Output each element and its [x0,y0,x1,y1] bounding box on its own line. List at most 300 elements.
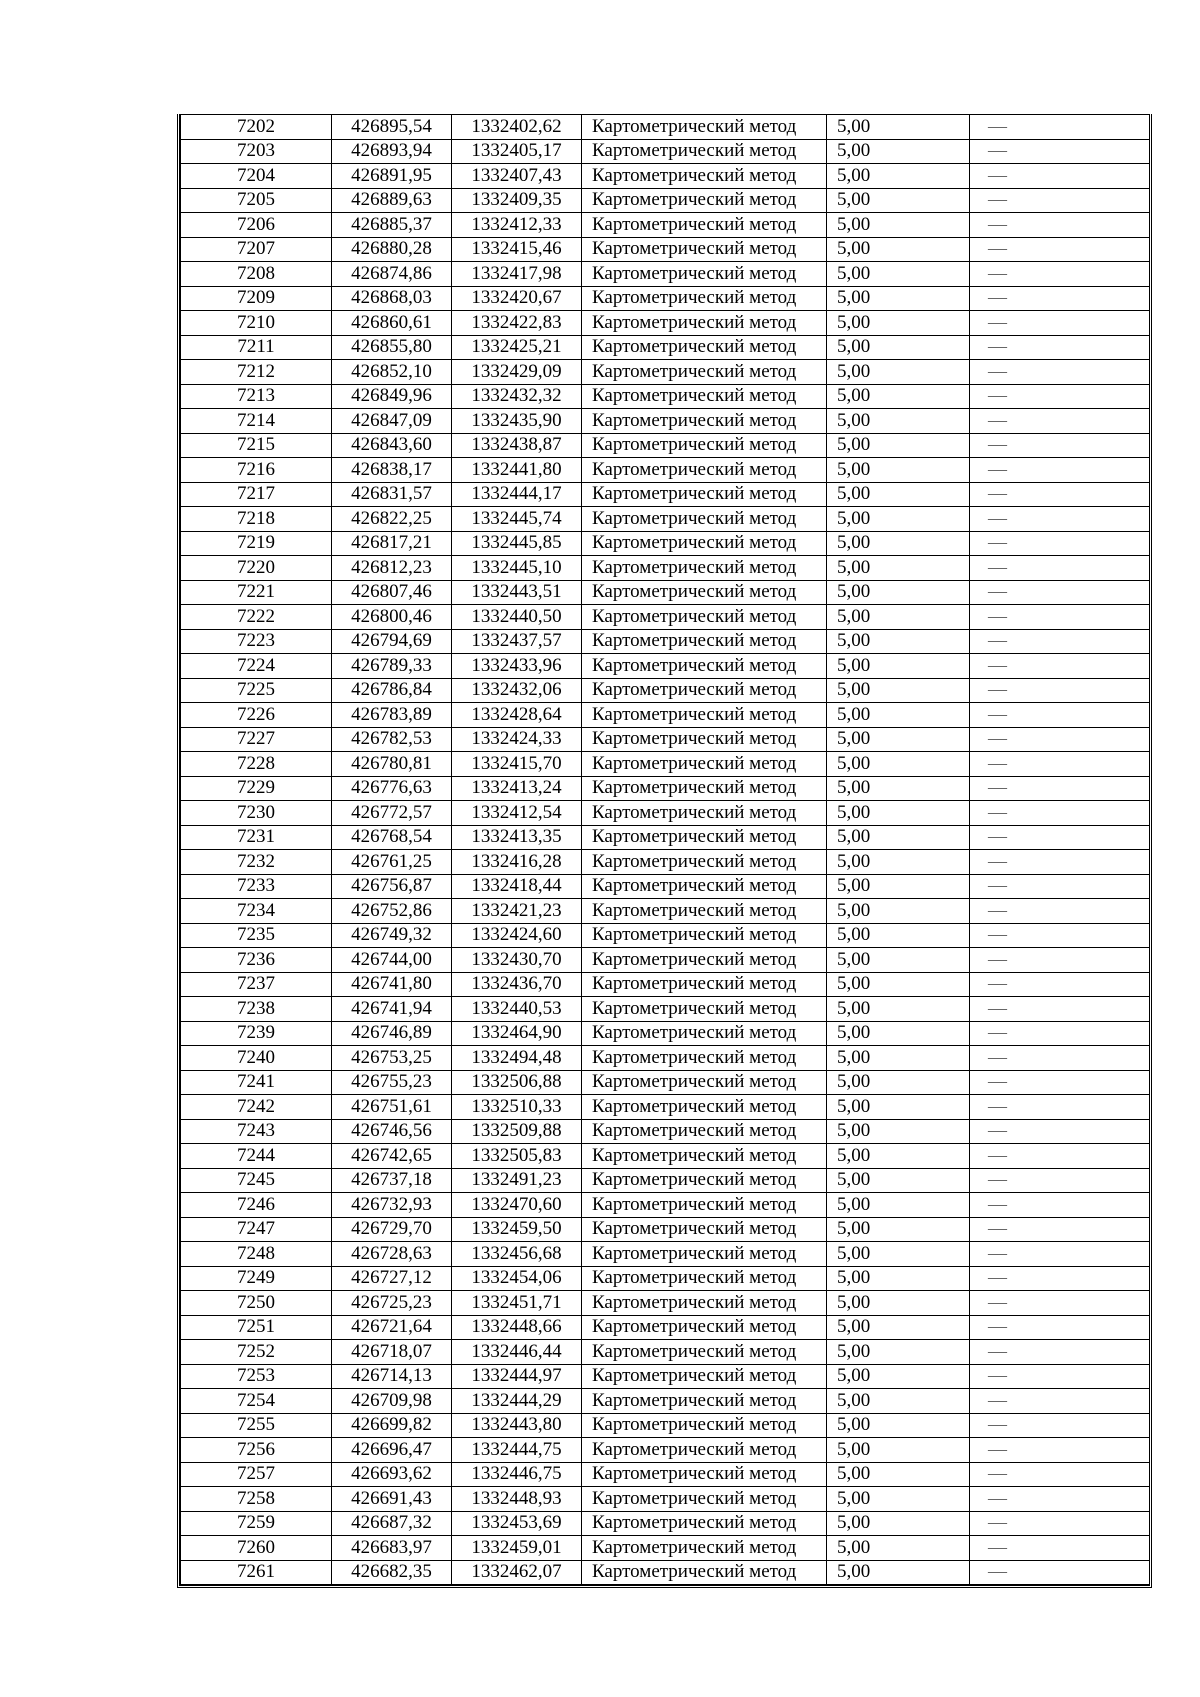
method-cell: Картометрический метод [582,1315,827,1340]
coordinates-table [180,114,1150,1585]
accuracy-cell: 5,00 [827,1119,970,1144]
y-coordinate-cell: 1332444,97 [452,1364,582,1389]
y-coordinate-cell: 1332424,60 [452,923,582,948]
method-cell: Картометрический метод [582,1168,827,1193]
x-coordinate-cell: 426772,57 [332,801,452,826]
accuracy-cell: 5,00 [827,237,970,262]
method-cell: Картометрический метод [582,384,827,409]
point-number-cell: 7223 [181,629,332,654]
note-cell: — [970,1144,1150,1169]
x-coordinate-cell: 426783,89 [332,703,452,728]
y-coordinate-cell: 1332422,83 [452,311,582,336]
method-cell: Картометрический метод [582,727,827,752]
note-cell: — [970,1119,1150,1144]
point-number-cell: 7259 [181,1511,332,1536]
x-coordinate-cell: 426794,69 [332,629,452,654]
y-coordinate-cell: 1332409,35 [452,188,582,213]
method-cell: Картометрический метод [582,850,827,875]
note-cell: — [970,850,1150,875]
method-cell: Картометрический метод [582,801,827,826]
point-number-cell: 7210 [181,311,332,336]
method-cell: Картометрический метод [582,1536,827,1561]
accuracy-cell: 5,00 [827,384,970,409]
accuracy-cell: 5,00 [827,1144,970,1169]
accuracy-cell: 5,00 [827,1168,970,1193]
y-coordinate-cell: 1332446,75 [452,1462,582,1487]
x-coordinate-cell: 426725,23 [332,1291,452,1316]
y-coordinate-cell: 1332441,80 [452,458,582,483]
note-cell: — [970,286,1150,311]
note-cell: — [970,1560,1150,1585]
point-number-cell: 7231 [181,825,332,850]
x-coordinate-cell: 426756,87 [332,874,452,899]
note-cell: — [970,237,1150,262]
point-number-cell: 7218 [181,507,332,532]
method-cell: Картометрический метод [582,311,827,336]
point-number-cell: 7227 [181,727,332,752]
y-coordinate-cell: 1332437,57 [452,629,582,654]
method-cell: Картометрический метод [582,482,827,507]
y-coordinate-cell: 1332433,96 [452,654,582,679]
x-coordinate-cell: 426761,25 [332,850,452,875]
x-coordinate-cell: 426893,94 [332,139,452,164]
method-cell: Картометрический метод [582,1266,827,1291]
x-coordinate-cell: 426847,09 [332,409,452,434]
note-cell: — [970,1340,1150,1365]
method-cell: Картометрический метод [582,1119,827,1144]
table-row [181,1389,1150,1414]
method-cell: Картометрический метод [582,1046,827,1071]
y-coordinate-cell: 1332424,33 [452,727,582,752]
table-row [181,1462,1150,1487]
y-coordinate-cell: 1332428,64 [452,703,582,728]
point-number-cell: 7247 [181,1217,332,1242]
accuracy-cell: 5,00 [827,1046,970,1071]
table-row [181,1144,1150,1169]
y-coordinate-cell: 1332432,06 [452,678,582,703]
method-cell: Картометрический метод [582,776,827,801]
method-cell: Картометрический метод [582,115,827,140]
x-coordinate-cell: 426891,95 [332,164,452,189]
accuracy-cell: 5,00 [827,923,970,948]
y-coordinate-cell: 1332464,90 [452,1021,582,1046]
note-cell: — [970,1217,1150,1242]
table-row [181,507,1150,532]
x-coordinate-cell: 426749,32 [332,923,452,948]
point-number-cell: 7235 [181,923,332,948]
x-coordinate-cell: 426721,64 [332,1315,452,1340]
note-cell: — [970,213,1150,238]
note-cell: — [970,923,1150,948]
method-cell: Картометрический метод [582,1193,827,1218]
x-coordinate-cell: 426693,62 [332,1462,452,1487]
accuracy-cell: 5,00 [827,850,970,875]
note-cell: — [970,384,1150,409]
x-coordinate-cell: 426742,65 [332,1144,452,1169]
note-cell: — [970,1413,1150,1438]
y-coordinate-cell: 1332438,87 [452,433,582,458]
method-cell: Картометрический метод [582,164,827,189]
point-number-cell: 7253 [181,1364,332,1389]
table-row [181,825,1150,850]
method-cell: Картометрический метод [582,678,827,703]
y-coordinate-cell: 1332509,88 [452,1119,582,1144]
table-row [181,1536,1150,1561]
table-row [181,703,1150,728]
accuracy-cell: 5,00 [827,335,970,360]
accuracy-cell: 5,00 [827,678,970,703]
x-coordinate-cell: 426800,46 [332,605,452,630]
accuracy-cell: 5,00 [827,139,970,164]
table-row [181,1070,1150,1095]
note-cell: — [970,1070,1150,1095]
point-number-cell: 7244 [181,1144,332,1169]
note-cell: — [970,188,1150,213]
y-coordinate-cell: 1332446,44 [452,1340,582,1365]
note-cell: — [970,115,1150,140]
table-row [181,874,1150,899]
method-cell: Картометрический метод [582,433,827,458]
accuracy-cell: 5,00 [827,1438,970,1463]
accuracy-cell: 5,00 [827,654,970,679]
method-cell: Картометрический метод [582,899,827,924]
accuracy-cell: 5,00 [827,458,970,483]
note-cell: — [970,972,1150,997]
point-number-cell: 7204 [181,164,332,189]
point-number-cell: 7241 [181,1070,332,1095]
y-coordinate-cell: 1332435,90 [452,409,582,434]
y-coordinate-cell: 1332421,23 [452,899,582,924]
y-coordinate-cell: 1332470,60 [452,1193,582,1218]
x-coordinate-cell: 426696,47 [332,1438,452,1463]
accuracy-cell: 5,00 [827,164,970,189]
y-coordinate-cell: 1332420,67 [452,286,582,311]
table-row [181,1291,1150,1316]
note-cell: — [970,605,1150,630]
note-cell: — [970,776,1150,801]
table-row [181,997,1150,1022]
y-coordinate-cell: 1332440,50 [452,605,582,630]
table-row [181,384,1150,409]
method-cell: Картометрический метод [582,580,827,605]
x-coordinate-cell: 426852,10 [332,360,452,385]
x-coordinate-cell: 426714,13 [332,1364,452,1389]
table-row [181,1266,1150,1291]
method-cell: Картометрический метод [582,605,827,630]
note-cell: — [970,482,1150,507]
accuracy-cell: 5,00 [827,1095,970,1120]
x-coordinate-cell: 426728,63 [332,1242,452,1267]
note-cell: — [970,825,1150,850]
y-coordinate-cell: 1332413,24 [452,776,582,801]
point-number-cell: 7240 [181,1046,332,1071]
accuracy-cell: 5,00 [827,262,970,287]
y-coordinate-cell: 1332402,62 [452,115,582,140]
accuracy-cell: 5,00 [827,1242,970,1267]
x-coordinate-cell: 426746,56 [332,1119,452,1144]
accuracy-cell: 5,00 [827,507,970,532]
method-cell: Картометрический метод [582,654,827,679]
note-cell: — [970,1266,1150,1291]
table-row [181,482,1150,507]
method-cell: Картометрический метод [582,1242,827,1267]
note-cell: — [970,1364,1150,1389]
point-number-cell: 7205 [181,188,332,213]
accuracy-cell: 5,00 [827,580,970,605]
accuracy-cell: 5,00 [827,409,970,434]
note-cell: — [970,556,1150,581]
y-coordinate-cell: 1332448,66 [452,1315,582,1340]
note-cell: — [970,1242,1150,1267]
table-row [181,801,1150,826]
x-coordinate-cell: 426746,89 [332,1021,452,1046]
y-coordinate-cell: 1332506,88 [452,1070,582,1095]
accuracy-cell: 5,00 [827,727,970,752]
x-coordinate-cell: 426838,17 [332,458,452,483]
method-cell: Картометрический метод [582,458,827,483]
y-coordinate-cell: 1332415,70 [452,752,582,777]
method-cell: Картометрический метод [582,237,827,262]
y-coordinate-cell: 1332456,68 [452,1242,582,1267]
point-number-cell: 7246 [181,1193,332,1218]
table-row [181,1193,1150,1218]
note-cell: — [970,727,1150,752]
point-number-cell: 7202 [181,115,332,140]
x-coordinate-cell: 426683,97 [332,1536,452,1561]
table-row [181,335,1150,360]
method-cell: Картометрический метод [582,1095,827,1120]
table-row [181,1095,1150,1120]
method-cell: Картометрический метод [582,1560,827,1585]
note-cell: — [970,1168,1150,1193]
note-cell: — [970,1291,1150,1316]
note-cell: — [970,164,1150,189]
table-row [181,433,1150,458]
accuracy-cell: 5,00 [827,1021,970,1046]
accuracy-cell: 5,00 [827,899,970,924]
table-row [181,1168,1150,1193]
table-row [181,556,1150,581]
x-coordinate-cell: 426729,70 [332,1217,452,1242]
method-cell: Картометрический метод [582,507,827,532]
method-cell: Картометрический метод [582,1340,827,1365]
accuracy-cell: 5,00 [827,1315,970,1340]
y-coordinate-cell: 1332454,06 [452,1266,582,1291]
y-coordinate-cell: 1332418,44 [452,874,582,899]
y-coordinate-cell: 1332407,43 [452,164,582,189]
point-number-cell: 7225 [181,678,332,703]
note-cell: — [970,531,1150,556]
point-number-cell: 7216 [181,458,332,483]
method-cell: Картометрический метод [582,997,827,1022]
table-row [181,605,1150,630]
table-row [181,458,1150,483]
accuracy-cell: 5,00 [827,1070,970,1095]
note-cell: — [970,1315,1150,1340]
method-cell: Картометрический метод [582,1413,827,1438]
accuracy-cell: 5,00 [827,1364,970,1389]
y-coordinate-cell: 1332436,70 [452,972,582,997]
y-coordinate-cell: 1332444,75 [452,1438,582,1463]
y-coordinate-cell: 1332412,33 [452,213,582,238]
note-cell: — [970,1021,1150,1046]
y-coordinate-cell: 1332430,70 [452,948,582,973]
y-coordinate-cell: 1332451,71 [452,1291,582,1316]
x-coordinate-cell: 426789,33 [332,654,452,679]
point-number-cell: 7236 [181,948,332,973]
note-cell: — [970,580,1150,605]
table-row [181,1438,1150,1463]
y-coordinate-cell: 1332459,01 [452,1536,582,1561]
method-cell: Картометрический метод [582,972,827,997]
point-number-cell: 7261 [181,1560,332,1585]
point-number-cell: 7228 [181,752,332,777]
y-coordinate-cell: 1332510,33 [452,1095,582,1120]
x-coordinate-cell: 426780,81 [332,752,452,777]
method-cell: Картометрический метод [582,825,827,850]
note-cell: — [970,997,1150,1022]
accuracy-cell: 5,00 [827,997,970,1022]
y-coordinate-cell: 1332425,21 [452,335,582,360]
point-number-cell: 7208 [181,262,332,287]
point-number-cell: 7217 [181,482,332,507]
accuracy-cell: 5,00 [827,1511,970,1536]
point-number-cell: 7242 [181,1095,332,1120]
table-row [181,409,1150,434]
table-row [181,580,1150,605]
method-cell: Картометрический метод [582,556,827,581]
x-coordinate-cell: 426860,61 [332,311,452,336]
y-coordinate-cell: 1332462,07 [452,1560,582,1585]
x-coordinate-cell: 426889,63 [332,188,452,213]
x-coordinate-cell: 426737,18 [332,1168,452,1193]
point-number-cell: 7207 [181,237,332,262]
table-row [181,1413,1150,1438]
note-cell: — [970,335,1150,360]
point-number-cell: 7229 [181,776,332,801]
note-cell: — [970,409,1150,434]
accuracy-cell: 5,00 [827,1266,970,1291]
method-cell: Картометрический метод [582,629,827,654]
note-cell: — [970,1046,1150,1071]
accuracy-cell: 5,00 [827,286,970,311]
point-number-cell: 7234 [181,899,332,924]
table-row [181,948,1150,973]
y-coordinate-cell: 1332445,85 [452,531,582,556]
table-row [181,164,1150,189]
y-coordinate-cell: 1332440,53 [452,997,582,1022]
x-coordinate-cell: 426812,23 [332,556,452,581]
method-cell: Картометрический метод [582,213,827,238]
method-cell: Картометрический метод [582,335,827,360]
method-cell: Картометрический метод [582,1021,827,1046]
note-cell: — [970,507,1150,532]
point-number-cell: 7221 [181,580,332,605]
point-number-cell: 7238 [181,997,332,1022]
point-number-cell: 7219 [181,531,332,556]
x-coordinate-cell: 426741,80 [332,972,452,997]
point-number-cell: 7215 [181,433,332,458]
x-coordinate-cell: 426768,54 [332,825,452,850]
table-row [181,115,1150,140]
method-cell: Картометрический метод [582,923,827,948]
method-cell: Картометрический метод [582,1462,827,1487]
y-coordinate-cell: 1332444,29 [452,1389,582,1414]
point-number-cell: 7260 [181,1536,332,1561]
accuracy-cell: 5,00 [827,360,970,385]
x-coordinate-cell: 426817,21 [332,531,452,556]
method-cell: Картометрический метод [582,1511,827,1536]
y-coordinate-cell: 1332405,17 [452,139,582,164]
x-coordinate-cell: 426691,43 [332,1487,452,1512]
x-coordinate-cell: 426741,94 [332,997,452,1022]
note-cell: — [970,433,1150,458]
y-coordinate-cell: 1332443,80 [452,1413,582,1438]
point-number-cell: 7251 [181,1315,332,1340]
y-coordinate-cell: 1332444,17 [452,482,582,507]
point-number-cell: 7214 [181,409,332,434]
table-row [181,1340,1150,1365]
x-coordinate-cell: 426699,82 [332,1413,452,1438]
accuracy-cell: 5,00 [827,801,970,826]
table-row [181,727,1150,752]
table-row [181,1487,1150,1512]
table-row [181,629,1150,654]
point-number-cell: 7250 [181,1291,332,1316]
x-coordinate-cell: 426682,35 [332,1560,452,1585]
note-cell: — [970,678,1150,703]
y-coordinate-cell: 1332448,93 [452,1487,582,1512]
y-coordinate-cell: 1332445,10 [452,556,582,581]
point-number-cell: 7249 [181,1266,332,1291]
point-number-cell: 7248 [181,1242,332,1267]
note-cell: — [970,1095,1150,1120]
accuracy-cell: 5,00 [827,1193,970,1218]
note-cell: — [970,899,1150,924]
table-row [181,1242,1150,1267]
x-coordinate-cell: 426885,37 [332,213,452,238]
accuracy-cell: 5,00 [827,1389,970,1414]
method-cell: Картометрический метод [582,1144,827,1169]
y-coordinate-cell: 1332443,51 [452,580,582,605]
x-coordinate-cell: 426843,60 [332,433,452,458]
y-coordinate-cell: 1332459,50 [452,1217,582,1242]
table-row [181,776,1150,801]
method-cell: Картометрический метод [582,874,827,899]
point-number-cell: 7222 [181,605,332,630]
note-cell: — [970,139,1150,164]
table-row [181,188,1150,213]
y-coordinate-cell: 1332415,46 [452,237,582,262]
accuracy-cell: 5,00 [827,776,970,801]
point-number-cell: 7245 [181,1168,332,1193]
y-coordinate-cell: 1332412,54 [452,801,582,826]
point-number-cell: 7233 [181,874,332,899]
note-cell: — [970,1193,1150,1218]
table-row [181,1560,1150,1585]
accuracy-cell: 5,00 [827,629,970,654]
accuracy-cell: 5,00 [827,531,970,556]
method-cell: Картометрический метод [582,360,827,385]
x-coordinate-cell: 426868,03 [332,286,452,311]
accuracy-cell: 5,00 [827,1413,970,1438]
y-coordinate-cell: 1332432,32 [452,384,582,409]
note-cell: — [970,629,1150,654]
method-cell: Картометрический метод [582,1291,827,1316]
x-coordinate-cell: 426874,86 [332,262,452,287]
note-cell: — [970,458,1150,483]
accuracy-cell: 5,00 [827,556,970,581]
